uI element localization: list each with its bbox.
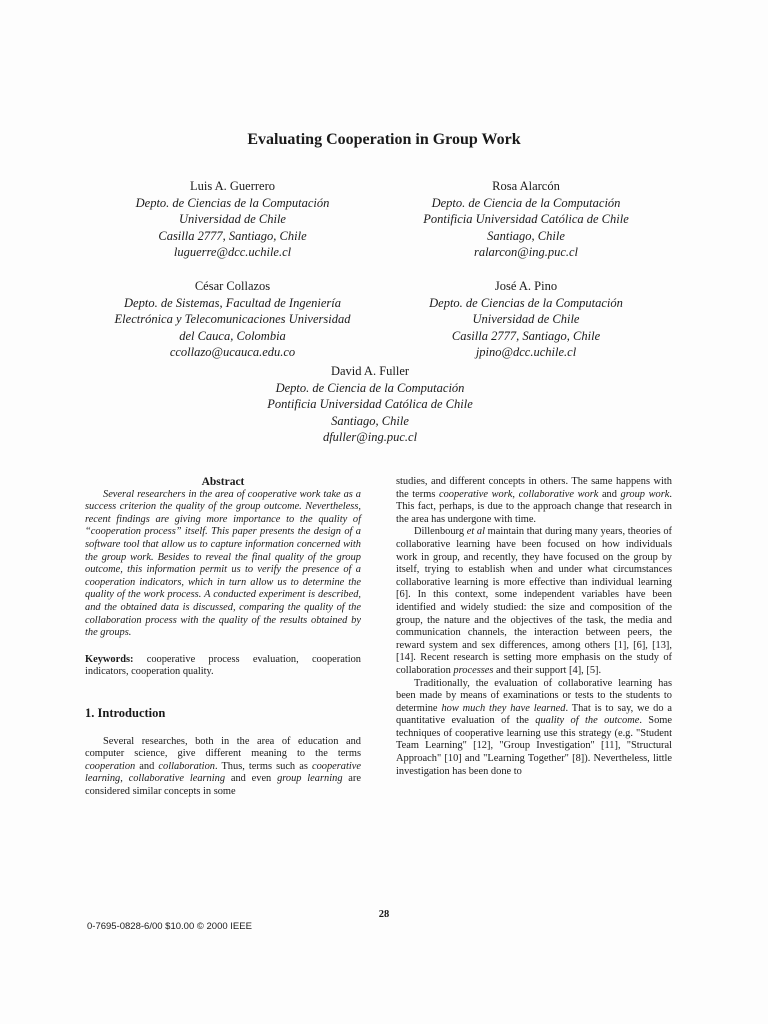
text-run-italic: collaborative work (518, 488, 599, 500)
author-institution: Pontificia Universidad Católica de Chile (423, 212, 629, 227)
text-run-italic: processes (453, 664, 494, 676)
keywords-text: cooperative process evaluation, cooperation indicators, cooperation quality. (85, 653, 361, 678)
text-run: Traditionally, the evaluation of collaborative learning has been made by means of examinations or tests to the students to determine (396, 677, 672, 714)
author-block-collazos (85, 278, 380, 361)
author-name: Rosa Alarcón (492, 179, 560, 193)
text-run: and even (225, 773, 278, 785)
text-run: maintain that during many years, theories of collaborative learning have been focused on how individuals work in group, and recently, they have focused on the group by itself, trying to establish when and under what circumstances collaborative learning is more effective than individual learning [6]. In this context, some independent variables have been identified and widely studied: the size and composition of the group, the nature and the objectives of the task, the media and communication channels, the interaction between peers, the reward system and sex differences, among others [1], [6], [13], [14]. Recent research is setting more emphasis on the study of collaboration (396, 526, 672, 676)
text-run: studies, and different concepts in others. The same happens with the terms (396, 476, 672, 500)
text-run-italic: collaborative learning (128, 773, 226, 785)
text-run: . This fact, perhaps, is due to the approach change that research in the area has undergone with time. (396, 488, 672, 525)
author-department: Depto. de Ciencia de la Computación (431, 195, 621, 210)
author-email: jpino@dcc.uchile.cl (475, 345, 577, 360)
text-run-italic: cooperation (85, 760, 136, 772)
author-address: Santiago, Chile (331, 413, 409, 428)
author-name: David A. Fuller (330, 364, 410, 378)
text-run: and (598, 488, 621, 500)
text-run-italic: cooperative learning (85, 760, 361, 785)
body-paragraph-dillenbourg (396, 526, 672, 677)
author-name: César Collazos (194, 279, 271, 293)
author-email: ccollazo@ucauca.edu.co (169, 345, 296, 360)
text-run: . Some techniques of cooperative learning use this strategy (e.g. "Student Team Learning" [12], "Group Investigation" [11], "Structural Approach" [10] and "Learning Together" [8]). Nevertheless, little investigation has been done to (396, 715, 672, 777)
author-institution: Universidad de Chile (472, 312, 580, 327)
author-institution: Electrónica y Telecomunicaciones Universidad (114, 312, 351, 327)
author-email: luguerre@dcc.uchile.cl (173, 245, 292, 260)
author-email: ralarcon@ing.puc.cl (473, 245, 579, 260)
author-address: Santiago, Chile (487, 228, 565, 243)
introduction-paragraph (85, 736, 361, 799)
body-paragraph-traditionally (396, 678, 672, 779)
left-column (85, 476, 361, 798)
author-name: Luis A. Guerrero (189, 179, 276, 193)
author-block-guerrero (100, 178, 365, 261)
text-run-italic: group learning (277, 773, 343, 785)
author-block-fuller (220, 363, 520, 446)
author-email: dfuller@ing.puc.cl (322, 430, 418, 445)
keywords-label: Keywords: (85, 653, 134, 665)
text-run-italic: quality of the outcome (535, 715, 640, 727)
author-address: Casilla 2777, Santiago, Chile (451, 328, 601, 343)
author-department: Depto. de Ciencias de la Computación (429, 295, 623, 310)
text-run: , (120, 773, 129, 785)
author-department: Depto. de Ciencia de la Computación (275, 380, 465, 395)
author-address: del Cauca, Colombia (179, 328, 286, 343)
paper-title: Evaluating Cooperation in Group Work (247, 131, 521, 148)
text-run-italic: how much they have learned (441, 702, 566, 714)
introduction-heading: 1. Introduction (85, 705, 166, 720)
body-paragraph-continued (396, 476, 672, 526)
page-number: 28 (378, 909, 390, 920)
author-department: Depto. de Ciencias de la Computación (135, 195, 330, 210)
text-run-italic: cooperative work (438, 488, 513, 500)
author-address: Casilla 2777, Santiago, Chile (158, 228, 307, 243)
text-run: . Thus, terms such as (214, 760, 312, 772)
text-run: Dillenbourg (414, 526, 467, 538)
author-institution: Pontificia Universidad Católica de Chile (267, 397, 473, 412)
text-run-italic: collaboration (158, 760, 215, 772)
author-department: Depto. de Sistemas, Facultad de Ingeniería (124, 295, 341, 310)
text-run: Several researches, both in the area of education and computer science, give different meaning to the terms (85, 735, 361, 760)
text-run: and their support [4], [5]. (493, 664, 602, 676)
text-run: are considered similar concepts in some (85, 773, 361, 797)
keywords-paragraph (85, 654, 361, 679)
text-run: , (512, 488, 519, 500)
text-run-italic: et al (466, 526, 485, 538)
abstract-heading: Abstract (201, 476, 245, 488)
copyright-footer: 0-7695-0828-6/00 $10.00 © 2000 IEEE (87, 921, 252, 932)
text-run: and (135, 760, 159, 772)
author-block-alarcon (395, 178, 657, 261)
text-run: . That is to say, we do a quantitative evaluation of the (396, 702, 673, 727)
right-column (396, 476, 672, 778)
author-block-pino (395, 278, 657, 361)
abstract-body: Several researchers in the area of cooperative work take as a success criterion the quality of the group outcome. Nevertheless, recent findings are giving more importance to the quality of “cooperation process” itself. This paper presents the design of a software tool that allow us to capture information concerned with the group work. Besides to reveal the final quality of the group outcome, this information permit us to verify the presence of a cooperation indicators, which in turn allow us to determine the quality of the work process. A conducted experiment is described, and the obtained data is discussed, comparing the quality of the collaboration process with the quality of the results obtained by the groups. (85, 488, 361, 639)
text-run-italic: group work (620, 488, 670, 500)
author-institution: Universidad de Chile (179, 212, 286, 227)
author-name: José A. Pino (494, 279, 558, 293)
